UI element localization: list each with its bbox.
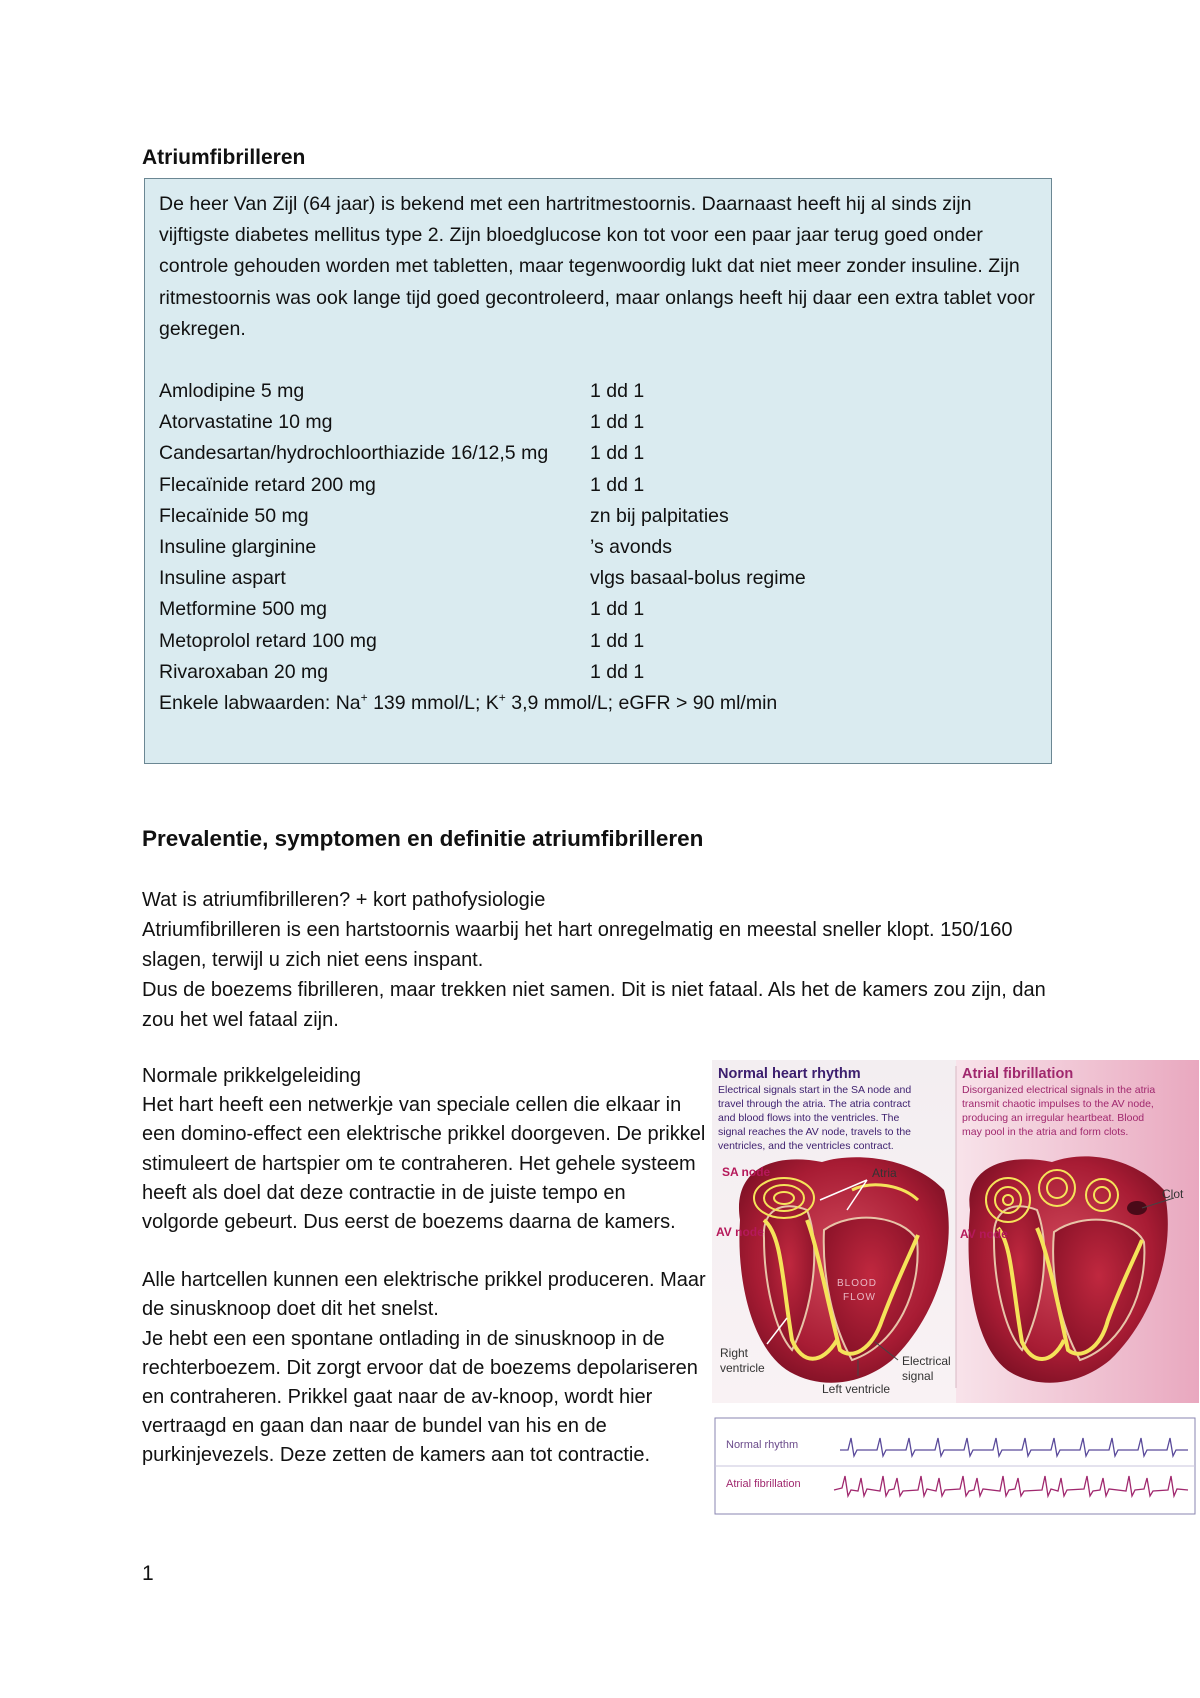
normal-desc-line: ventricles, and the ventricles contract. <box>718 1140 894 1152</box>
medication-dose: 1 dd 1 <box>590 442 645 465</box>
medication-row <box>159 470 1037 501</box>
medication-dose: ’s avonds <box>590 536 673 559</box>
potassium-superscript: + <box>498 690 506 705</box>
av-node-label-af: AV node <box>960 1227 1008 1241</box>
conduction-paragraph-3: Je hebt een een spontane ontlading in de sinusknoop in de rechterboezem. Dit zorgt ervoor dat de boezems depolariseren en contraheren. Prikkel gaat naar de av-knoop, wordt hier vertraagd en gaan dan naar de bundel van his en de purkinjevezels. Deze zetten de kamers aan tot contractie. <box>142 1327 698 1467</box>
medication-name: Flecaïnide retard 200 mg <box>159 473 376 496</box>
medication-row <box>159 626 1037 657</box>
definition-question: Wat is atriumfibrilleren? + kort pathofysiologie <box>142 889 546 911</box>
ecg-strip <box>715 1418 1195 1514</box>
normal-desc-line: travel through the atria. The atria contract <box>718 1098 911 1110</box>
af-rhythm-label: Atrial fibrillation <box>726 1478 801 1490</box>
sodium-value: 139 mmol/L; K <box>367 692 499 715</box>
medication-dose: 1 dd 1 <box>590 473 645 496</box>
normal-desc-line: signal reaches the AV node, travels to the <box>718 1126 912 1138</box>
medication-row <box>159 407 1037 438</box>
conduction-paragraph-2: Alle hartcellen kunnen een elektrische prikkel produceren. Maar de sinusknoop doet dit het snelst. <box>142 1269 706 1321</box>
medication-row <box>159 563 1037 594</box>
medication-row <box>159 501 1037 532</box>
lab-prefix: Enkele labwaarden: Na <box>159 692 361 715</box>
left-ventricle-label: Left ventricle <box>822 1382 891 1396</box>
medication-name: Metoprolol retard 100 mg <box>159 629 377 652</box>
definition-answer-2: Dus de boezems fibrilleren, maar trekken niet samen. Dit is niet fataal. Als het de kamers zou zijn, dan zou het wel fataal zijn. <box>142 979 1046 1031</box>
medication-dose: 1 dd 1 <box>590 411 645 434</box>
af-desc-line: transmit chaotic impulses to the AV node, <box>962 1098 1154 1110</box>
electrical-signal-label-2: signal <box>902 1369 934 1383</box>
medication-name: Metformine 500 mg <box>159 598 327 621</box>
medication-name: Candesartan/hydrochloorthiazide 16/12,5 mg <box>159 442 549 465</box>
page-title: Atriumfibrilleren <box>142 146 306 169</box>
conduction-section <box>142 1062 707 1471</box>
medication-dose: 1 dd 1 <box>590 380 645 403</box>
lab-values <box>159 688 1037 719</box>
medication-name: Amlodipine 5 mg <box>159 380 305 403</box>
medication-row <box>159 657 1037 688</box>
blood-flow-label-2: FLOW <box>843 1292 876 1303</box>
atrial-fibrillation-title: Atrial fibrillation <box>962 1066 1074 1082</box>
heart-rhythm-figure <box>712 1060 1199 1517</box>
conduction-paragraph-1: Het hart heeft een netwerkje van speciale cellen die elkaar in een domino-effect een elektrische prikkel doorgeven. De prikkel stimuleert de hartspier om te contraheren. Het gehele systeem heeft als doel dat deze contractie in de juiste tempo en volgorde gebeurt. Dus eerst de boezems daarna de kamers. <box>142 1094 706 1234</box>
potassium-egfr-value: 3,9 mmol/L; eGFR > 90 ml/min <box>505 692 778 715</box>
normal-desc-line: and blood flows into the ventricles. The <box>718 1112 900 1124</box>
atria-label: Atria <box>872 1166 897 1180</box>
normal-rhythm-label: Normal rhythm <box>726 1439 799 1451</box>
case-intro: De heer Van Zijl (64 jaar) is bekend met een hartritmestoornis. Daarnaast heeft hij al sinds zijn vijftigste diabetes mellitus type 2. Zijn bloedglucose kon tot voor een paar jaar terug goed onder controle gehouden worden met tabletten, maar tegenwoordig lukt dat niet meer zonder insuline. Zijn ritmestoornis was ook lange tijd goed gecontroleerd, maar onlangs heeft hij daar een extra tablet voor gekregen. <box>159 193 1035 340</box>
page-number: 1 <box>142 1562 154 1585</box>
section-heading: Prevalentie, symptomen en definitie atriumfibrilleren <box>142 826 704 851</box>
medication-dose: 1 dd 1 <box>590 660 645 683</box>
medication-row <box>159 376 1037 407</box>
af-desc-line: may pool in the atria and form clots. <box>962 1126 1129 1138</box>
definition-section <box>142 885 1062 1035</box>
medication-dose: vlgs basaal-bolus regime <box>590 567 806 590</box>
clot-label: Clot <box>1162 1187 1184 1201</box>
medication-name: Atorvastatine 10 mg <box>159 411 333 434</box>
definition-answer-1: Atriumfibrilleren is een hartstoornis waarbij het hart onregelmatig en meestal sneller klopt. 150/160 slagen, terwijl u zich niet eens inspant. <box>142 919 1013 971</box>
right-ventricle-label-2: ventricle <box>720 1361 765 1375</box>
medication-name: Insuline aspart <box>159 567 286 590</box>
normal-desc-line: Electrical signals start in the SA node and <box>718 1084 912 1096</box>
medication-name: Rivaroxaban 20 mg <box>159 660 329 683</box>
medication-dose: zn bij palpitaties <box>590 504 729 527</box>
right-ventricle-label: Right <box>720 1346 749 1360</box>
af-desc-line: Disorganized electrical signals in the atria <box>962 1084 1156 1096</box>
medication-name: Flecaïnide 50 mg <box>159 504 309 527</box>
medication-list <box>159 376 1037 688</box>
blood-flow-label: BLOOD <box>837 1278 878 1289</box>
af-desc-line: producing an irregular heartbeat. Blood <box>962 1112 1145 1124</box>
medication-row <box>159 594 1037 625</box>
medication-dose: 1 dd 1 <box>590 598 645 621</box>
conduction-heading: Normale prikkelgeleiding <box>142 1065 361 1087</box>
medication-row <box>159 532 1037 563</box>
sodium-superscript: + <box>360 690 368 705</box>
case-box <box>144 178 1052 764</box>
medication-row <box>159 438 1037 469</box>
medication-dose: 1 dd 1 <box>590 629 645 652</box>
medication-name: Insuline glarginine <box>159 536 317 559</box>
av-node-label: AV node <box>716 1225 764 1239</box>
electrical-signal-label: Electrical <box>902 1354 951 1368</box>
normal-heart-title: Normal heart rhythm <box>718 1066 861 1082</box>
sa-node-label: SA node <box>722 1165 771 1179</box>
